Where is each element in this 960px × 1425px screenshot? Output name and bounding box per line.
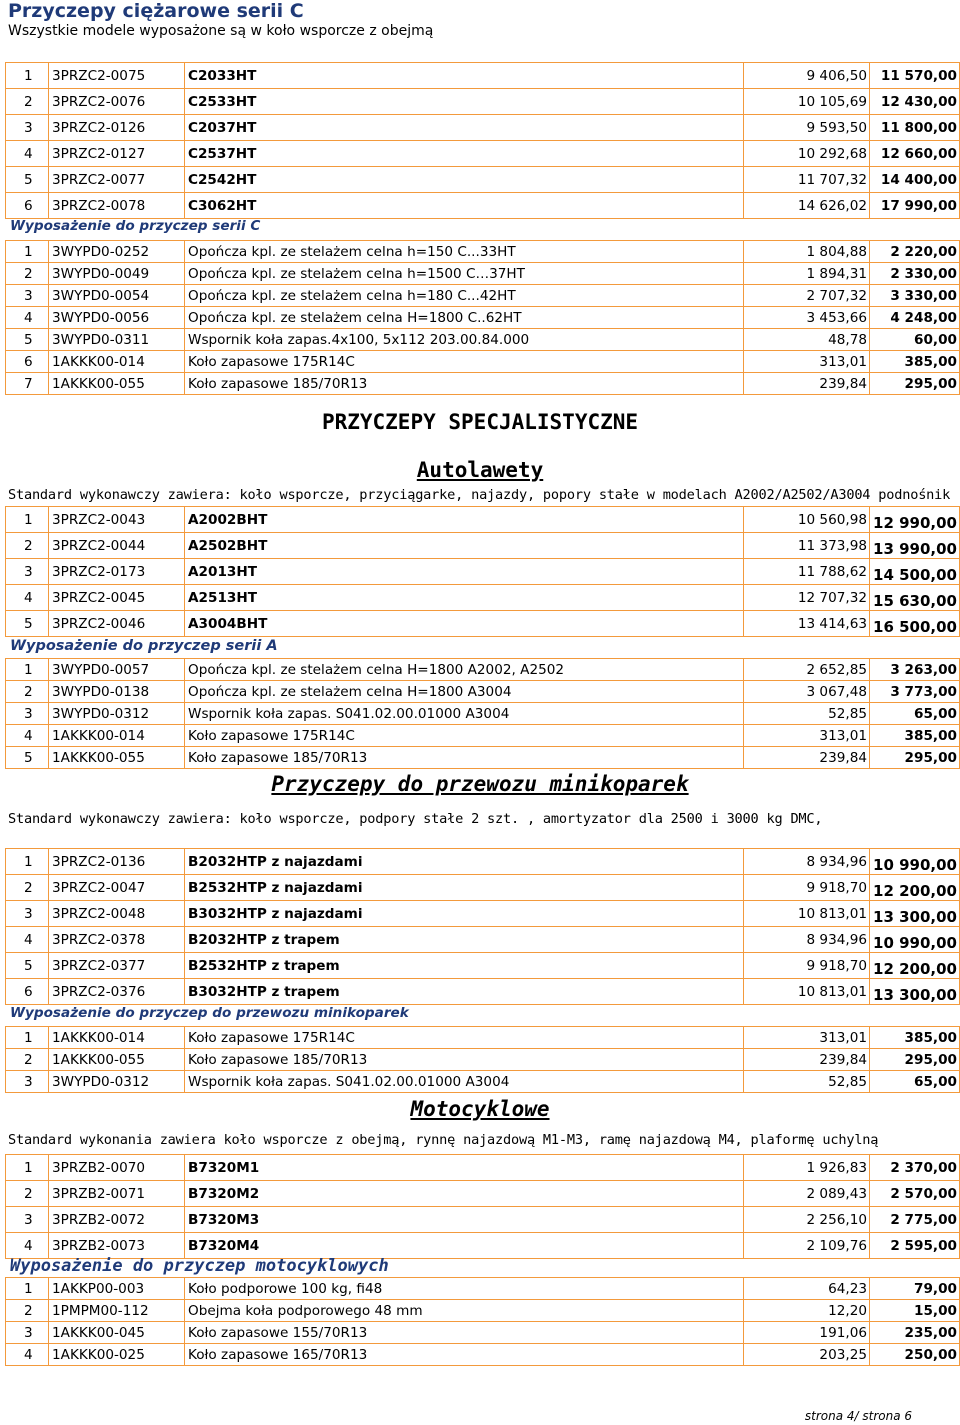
table-row	[6, 927, 960, 953]
gross-price: 3 773,00	[870, 681, 960, 703]
row-number: 1	[6, 849, 49, 875]
row-number: 1	[6, 1155, 49, 1181]
catalog-code: 3WYPD0-0311	[49, 329, 185, 351]
gross-price: 11 570,00	[870, 63, 960, 89]
row-number: 2	[6, 1181, 49, 1207]
standard-minikoparki: Standard wykonawczy zawiera: koło wsporcze, podpory stałe 2 szt. , amortyzator dla 2500 i 3000 kg DMC,	[8, 811, 823, 827]
gross-price: 385,00	[870, 351, 960, 373]
product-name: B2532HTP z trapem	[185, 953, 744, 979]
product-name: Koło zapasowe 185/70R13	[185, 373, 744, 395]
table-row	[6, 533, 960, 559]
table-row	[6, 1155, 960, 1181]
gross-price: 235,00	[870, 1322, 960, 1344]
table-row	[6, 1049, 960, 1071]
product-name: Koło zapasowe 185/70R13	[185, 1049, 744, 1071]
product-name: Opończa kpl. ze stelażem celna H=1800 A3004	[185, 681, 744, 703]
table-row	[6, 611, 960, 637]
net-price: 9 918,70	[744, 953, 870, 979]
net-price: 10 560,98	[744, 507, 870, 533]
gross-price: 385,00	[870, 725, 960, 747]
product-name: B7320M3	[185, 1207, 744, 1233]
catalog-code: 1AKKK00-055	[49, 373, 185, 395]
product-name: B3032HTP z najazdami	[185, 901, 744, 927]
row-number: 4	[6, 927, 49, 953]
gross-price: 13 300,00	[870, 979, 960, 1005]
table-row	[6, 373, 960, 395]
row-number: 3	[6, 285, 49, 307]
table-row	[6, 1322, 960, 1344]
catalog-code: 3PRZC2-0376	[49, 979, 185, 1005]
gross-price: 2 220,00	[870, 241, 960, 263]
table-row	[6, 351, 960, 373]
product-name: A2002BHT	[185, 507, 744, 533]
net-price: 52,85	[744, 1071, 870, 1093]
catalog-code: 3PRZC2-0173	[49, 559, 185, 585]
gross-price: 12 430,00	[870, 89, 960, 115]
net-price: 52,85	[744, 703, 870, 725]
catalog-code: 3PRZC2-0378	[49, 927, 185, 953]
row-number: 2	[6, 89, 49, 115]
product-name: C2533HT	[185, 89, 744, 115]
product-name: B7320M2	[185, 1181, 744, 1207]
row-number: 5	[6, 329, 49, 351]
net-price: 8 934,96	[744, 849, 870, 875]
row-number: 3	[6, 1322, 49, 1344]
net-price: 12,20	[744, 1300, 870, 1322]
gross-price: 12 200,00	[870, 953, 960, 979]
gross-price: 2 570,00	[870, 1181, 960, 1207]
net-price: 64,23	[744, 1278, 870, 1300]
catalog-code: 1AKKK00-045	[49, 1322, 185, 1344]
price-table-equip-motocyklowe	[5, 1277, 960, 1366]
net-price: 11 788,62	[744, 559, 870, 585]
catalog-code: 1PMPM00-112	[49, 1300, 185, 1322]
net-price: 9 406,50	[744, 63, 870, 89]
section-heading-equip-c: Wyposażenie do przyczep serii C	[10, 218, 261, 234]
product-name: Koło zapasowe 155/70R13	[185, 1322, 744, 1344]
table-row	[6, 875, 960, 901]
catalog-code: 3PRZC2-0047	[49, 875, 185, 901]
table-row	[6, 585, 960, 611]
catalog-code: 1AKKK00-055	[49, 747, 185, 769]
product-name: Koło podporowe 100 kg, fi48	[185, 1278, 744, 1300]
table-row	[6, 953, 960, 979]
product-name: Wspornik koła zapas.4x100, 5x112 203.00.84.000	[185, 329, 744, 351]
catalog-code: 3WYPD0-0138	[49, 681, 185, 703]
net-price: 9 918,70	[744, 875, 870, 901]
table-row	[6, 241, 960, 263]
row-number: 5	[6, 747, 49, 769]
catalog-code: 3PRZC2-0075	[49, 63, 185, 89]
row-number: 6	[6, 193, 49, 219]
gross-price: 16 500,00	[870, 611, 960, 637]
gross-price: 3 263,00	[870, 659, 960, 681]
catalog-code: 3PRZB2-0073	[49, 1233, 185, 1259]
product-name: Wspornik koła zapas. S041.02.00.01000 A3004	[185, 703, 744, 725]
product-name: C2033HT	[185, 63, 744, 89]
section-title-minikoparki: Przyczepy do przewozu minikoparek	[271, 772, 689, 796]
price-table-motocyklowe	[5, 1154, 960, 1259]
catalog-code: 3WYPD0-0049	[49, 263, 185, 285]
gross-price: 2 330,00	[870, 263, 960, 285]
row-number: 2	[6, 263, 49, 285]
row-number: 1	[6, 63, 49, 89]
page-title: Przyczepy ciężarowe serii C	[8, 0, 304, 22]
net-price: 14 626,02	[744, 193, 870, 219]
table-row	[6, 307, 960, 329]
table-row	[6, 115, 960, 141]
net-price: 2 089,43	[744, 1181, 870, 1207]
net-price: 313,01	[744, 351, 870, 373]
net-price: 10 813,01	[744, 979, 870, 1005]
gross-price: 4 248,00	[870, 307, 960, 329]
net-price: 11 373,98	[744, 533, 870, 559]
table-row	[6, 659, 960, 681]
section-heading-equip-a: Wyposażenie do przyczep serii A	[10, 638, 278, 654]
product-name: B7320M1	[185, 1155, 744, 1181]
table-row	[6, 747, 960, 769]
net-price: 203,25	[744, 1344, 870, 1366]
row-number: 4	[6, 1344, 49, 1366]
row-number: 1	[6, 1027, 49, 1049]
catalog-code: 1AKKP00-003	[49, 1278, 185, 1300]
catalog-code: 3PRZC2-0046	[49, 611, 185, 637]
catalog-code: 3PRZC2-0048	[49, 901, 185, 927]
net-price: 10 292,68	[744, 141, 870, 167]
price-table-equip-a	[5, 658, 960, 769]
net-price: 1 894,31	[744, 263, 870, 285]
catalog-code: 1AKKK00-025	[49, 1344, 185, 1366]
table-row	[6, 193, 960, 219]
catalog-code: 3WYPD0-0312	[49, 1071, 185, 1093]
product-name: Koło zapasowe 175R14C	[185, 351, 744, 373]
gross-price: 385,00	[870, 1027, 960, 1049]
section-heading-equip-minikoparki: Wyposażenie do przyczep do przewozu minikoparek	[10, 1005, 409, 1021]
gross-price: 14 500,00	[870, 559, 960, 585]
table-row	[6, 141, 960, 167]
net-price: 11 707,32	[744, 167, 870, 193]
table-row	[6, 703, 960, 725]
catalog-code: 3PRZC2-0377	[49, 953, 185, 979]
net-price: 2 256,10	[744, 1207, 870, 1233]
gross-price: 295,00	[870, 373, 960, 395]
table-row	[6, 681, 960, 703]
net-price: 1 804,88	[744, 241, 870, 263]
table-row	[6, 849, 960, 875]
net-price: 2 652,85	[744, 659, 870, 681]
row-number: 3	[6, 703, 49, 725]
net-price: 239,84	[744, 373, 870, 395]
net-price: 3 067,48	[744, 681, 870, 703]
section-title-motocyklowe: Motocyklowe	[410, 1097, 550, 1121]
product-name: B7320M4	[185, 1233, 744, 1259]
table-row	[6, 559, 960, 585]
price-table-minikoparki	[5, 848, 960, 1005]
net-price: 10 105,69	[744, 89, 870, 115]
row-number: 1	[6, 659, 49, 681]
net-price: 313,01	[744, 1027, 870, 1049]
catalog-code: 3PRZB2-0072	[49, 1207, 185, 1233]
page-footer: strona 4/ strona 6	[804, 1409, 912, 1423]
table-row	[6, 1300, 960, 1322]
net-price: 8 934,96	[744, 927, 870, 953]
gross-price: 65,00	[870, 703, 960, 725]
table-row	[6, 507, 960, 533]
catalog-code: 3PRZC2-0045	[49, 585, 185, 611]
gross-price: 12 660,00	[870, 141, 960, 167]
price-table-equip-c	[5, 240, 960, 395]
gross-price: 17 990,00	[870, 193, 960, 219]
price-table-autolawety	[5, 506, 960, 637]
gross-price: 295,00	[870, 1049, 960, 1071]
product-name: B2532HTP z najazdami	[185, 875, 744, 901]
standard-autolawety: Standard wykonawczy zawiera: koło wsporcze, przyciągarke, najazdy, popory stałe w modelach A2002/A2502/A3004 podnośnik	[8, 487, 951, 503]
row-number: 5	[6, 611, 49, 637]
product-name: C2037HT	[185, 115, 744, 141]
catalog-code: 3PRZC2-0044	[49, 533, 185, 559]
net-price: 13 414,63	[744, 611, 870, 637]
table-row	[6, 285, 960, 307]
row-number: 3	[6, 559, 49, 585]
net-price: 48,78	[744, 329, 870, 351]
special-title: PRZYCZEPY SPECJALISTYCZNE	[321, 410, 639, 434]
product-name: Opończa kpl. ze stelażem celna h=1500 C…37HT	[185, 263, 744, 285]
product-name: Opończa kpl. ze stelażem celna h=180 C...42HT	[185, 285, 744, 307]
gross-price: 3 330,00	[870, 285, 960, 307]
product-name: B3032HTP z trapem	[185, 979, 744, 1005]
net-price: 313,01	[744, 725, 870, 747]
catalog-code: 3WYPD0-0056	[49, 307, 185, 329]
product-name: Koło zapasowe 185/70R13	[185, 747, 744, 769]
row-number: 1	[6, 1278, 49, 1300]
product-name: C3062HT	[185, 193, 744, 219]
product-name: Wspornik koła zapas. S041.02.00.01000 A3004	[185, 1071, 744, 1093]
product-name: B2032HTP z trapem	[185, 927, 744, 953]
catalog-code: 3PRZB2-0070	[49, 1155, 185, 1181]
row-number: 4	[6, 585, 49, 611]
table-row	[6, 1233, 960, 1259]
product-name: Obejma koła podporowego 48 mm	[185, 1300, 744, 1322]
row-number: 3	[6, 1207, 49, 1233]
table-row	[6, 979, 960, 1005]
table-row	[6, 1278, 960, 1300]
price-table-equip-minikoparki	[5, 1026, 960, 1093]
net-price: 9 593,50	[744, 115, 870, 141]
table-row	[6, 725, 960, 747]
table-row	[6, 89, 960, 115]
gross-price: 2 775,00	[870, 1207, 960, 1233]
catalog-code: 1AKKK00-014	[49, 1027, 185, 1049]
gross-price: 10 990,00	[870, 849, 960, 875]
gross-price: 10 990,00	[870, 927, 960, 953]
row-number: 2	[6, 875, 49, 901]
row-number: 6	[6, 979, 49, 1005]
table-row	[6, 63, 960, 89]
catalog-code: 3PRZC2-0127	[49, 141, 185, 167]
product-name: A2502BHT	[185, 533, 744, 559]
product-name: A3004BHT	[185, 611, 744, 637]
section-heading-equip-motocyklowe: Wyposażenie do przyczep motocyklowych	[10, 1256, 389, 1276]
page-subtitle: Wszystkie modele wyposażone są w koło wsporcze z obejmą	[8, 23, 434, 39]
product-name: Koło zapasowe 175R14C	[185, 1027, 744, 1049]
table-row	[6, 1071, 960, 1093]
row-number: 1	[6, 507, 49, 533]
net-price: 12 707,32	[744, 585, 870, 611]
product-name: C2537HT	[185, 141, 744, 167]
row-number: 2	[6, 1300, 49, 1322]
product-name: Koło zapasowe 175R14C	[185, 725, 744, 747]
net-price: 239,84	[744, 1049, 870, 1071]
gross-price: 79,00	[870, 1278, 960, 1300]
net-price: 2 707,32	[744, 285, 870, 307]
catalog-code: 3WYPD0-0054	[49, 285, 185, 307]
catalog-code: 3PRZC2-0126	[49, 115, 185, 141]
row-number: 3	[6, 901, 49, 927]
row-number: 6	[6, 351, 49, 373]
row-number: 4	[6, 1233, 49, 1259]
row-number: 5	[6, 167, 49, 193]
gross-price: 11 800,00	[870, 115, 960, 141]
gross-price: 12 990,00	[870, 507, 960, 533]
gross-price: 60,00	[870, 329, 960, 351]
row-number: 2	[6, 533, 49, 559]
gross-price: 15 630,00	[870, 585, 960, 611]
catalog-code: 3PRZC2-0078	[49, 193, 185, 219]
gross-price: 295,00	[870, 747, 960, 769]
product-name: A2013HT	[185, 559, 744, 585]
net-price: 1 926,83	[744, 1155, 870, 1181]
gross-price: 2 595,00	[870, 1233, 960, 1259]
gross-price: 250,00	[870, 1344, 960, 1366]
gross-price: 12 200,00	[870, 875, 960, 901]
row-number: 3	[6, 115, 49, 141]
catalog-code: 3PRZC2-0076	[49, 89, 185, 115]
row-number: 4	[6, 725, 49, 747]
product-name: Opończa kpl. ze stelażem celna H=1800 C..62HT	[185, 307, 744, 329]
product-name: A2513HT	[185, 585, 744, 611]
section-title-autolawety: Autolawety	[416, 458, 544, 482]
table-row	[6, 329, 960, 351]
table-row	[6, 1181, 960, 1207]
row-number: 2	[6, 1049, 49, 1071]
row-number: 7	[6, 373, 49, 395]
catalog-code: 3WYPD0-0252	[49, 241, 185, 263]
catalog-code: 1AKKK00-055	[49, 1049, 185, 1071]
catalog-code: 3PRZC2-0043	[49, 507, 185, 533]
row-number: 2	[6, 681, 49, 703]
gross-price: 13 990,00	[870, 533, 960, 559]
product-name: C2542HT	[185, 167, 744, 193]
table-row	[6, 167, 960, 193]
row-number: 4	[6, 141, 49, 167]
catalog-code: 1AKKK00-014	[49, 725, 185, 747]
row-number: 1	[6, 241, 49, 263]
row-number: 5	[6, 953, 49, 979]
product-name: Opończa kpl. ze stelażem celna H=1800 A2002, A2502	[185, 659, 744, 681]
table-row	[6, 1344, 960, 1366]
table-row	[6, 1207, 960, 1233]
catalog-code: 3PRZC2-0136	[49, 849, 185, 875]
gross-price: 2 370,00	[870, 1155, 960, 1181]
net-price: 10 813,01	[744, 901, 870, 927]
gross-price: 13 300,00	[870, 901, 960, 927]
catalog-code: 3PRZB2-0071	[49, 1181, 185, 1207]
row-number: 3	[6, 1071, 49, 1093]
net-price: 191,06	[744, 1322, 870, 1344]
row-number: 4	[6, 307, 49, 329]
table-row	[6, 1027, 960, 1049]
table-row	[6, 901, 960, 927]
table-row	[6, 263, 960, 285]
standard-motocyklowe: Standard wykonania zawiera koło wsporcze z obejmą, rynnę najazdową M1-M3, ramę najazdową M4, plaformę uchylną	[8, 1132, 879, 1148]
gross-price: 65,00	[870, 1071, 960, 1093]
catalog-code: 3WYPD0-0057	[49, 659, 185, 681]
gross-price: 14 400,00	[870, 167, 960, 193]
catalog-code: 3WYPD0-0312	[49, 703, 185, 725]
net-price: 239,84	[744, 747, 870, 769]
product-name: Koło zapasowe 165/70R13	[185, 1344, 744, 1366]
catalog-code: 3PRZC2-0077	[49, 167, 185, 193]
product-name: Opończa kpl. ze stelażem celna h=150 C...33HT	[185, 241, 744, 263]
gross-price: 15,00	[870, 1300, 960, 1322]
net-price: 3 453,66	[744, 307, 870, 329]
product-name: B2032HTP z najazdami	[185, 849, 744, 875]
price-table-serii-c	[5, 62, 960, 219]
catalog-code: 1AKKK00-014	[49, 351, 185, 373]
net-price: 2 109,76	[744, 1233, 870, 1259]
